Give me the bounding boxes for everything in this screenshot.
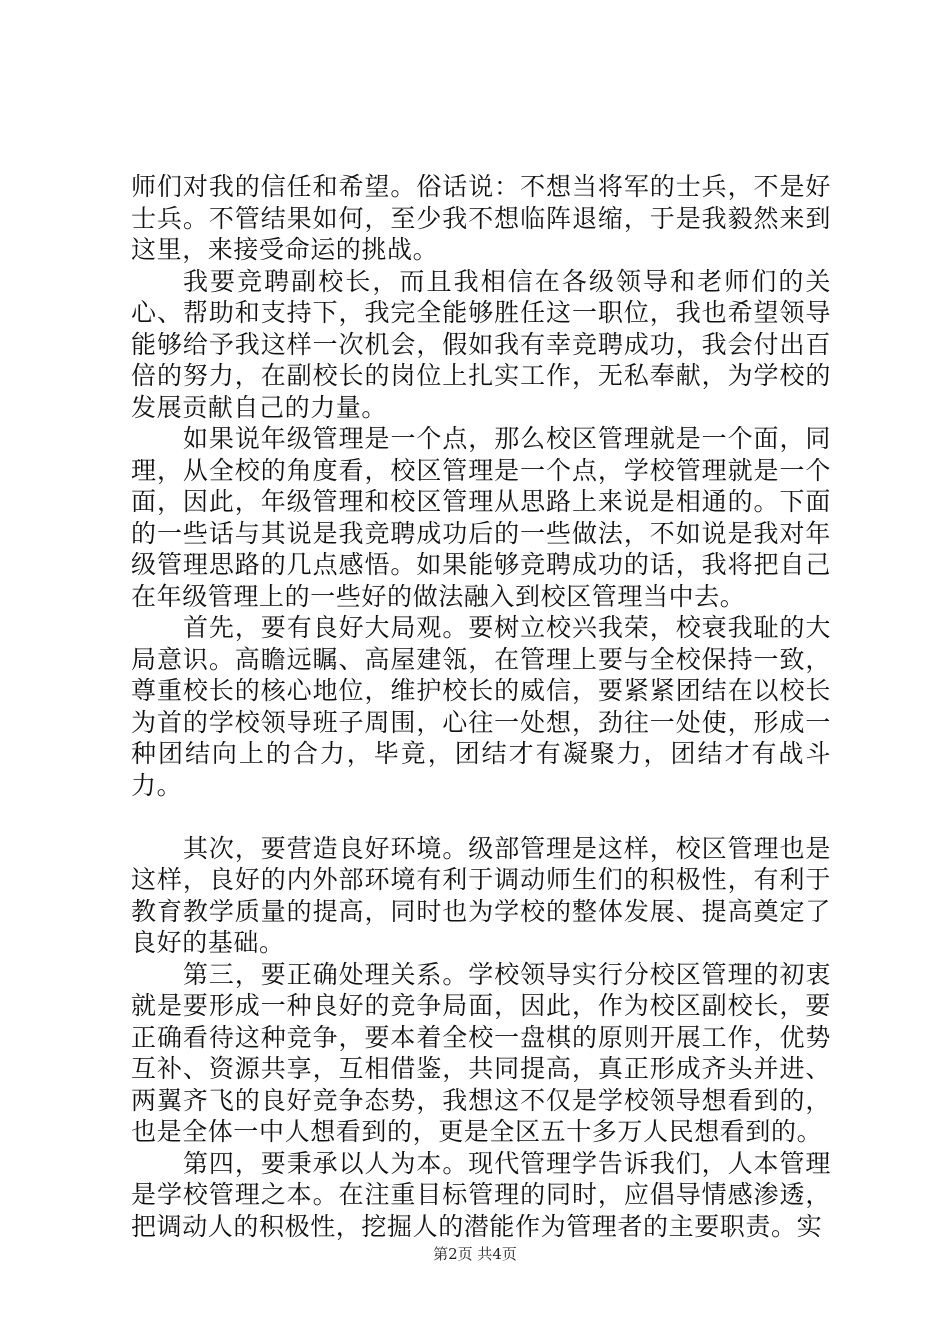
paragraph-spacer xyxy=(131,801,831,833)
paragraph-3: 如果说年级管理是一个点，那么校区管理就是一个面，同理，从全校的角度看，校区管理是一个点，学校管理就是一个面，因此，年级管理和校区管理从思路上来说是相通的。下面的一些话与其说是我竞聘成功后的一些做法，不如说是我对年级管理思路的几点感悟。如果能够竞聘成功的话，我将把自己在年级管理上的一些好的做法融入到校区管理当中去。 xyxy=(131,424,831,611)
paragraph-7: 第四，要秉承以人为本。现代管理学告诉我们，人本管理是学校管理之本。在注重目标管理的同时，应倡导情感渗透，把调动人的积极性，挖掘人的潜能作为管理者的主要职责。实 xyxy=(131,1148,831,1241)
document-body xyxy=(131,171,831,1242)
paragraph-1: 师们对我的信任和希望。俗话说：不想当将军的士兵，不是好士兵。不管结果如何，至少我不想临阵退缩，于是我毅然来到这里，来接受命运的挑战。 xyxy=(131,172,831,264)
paragraph-2: 我要竞聘副校长，而且我相信在各级领导和老师们的关心、帮助和支持下，我完全能够胜任这一职位，我也希望领导能够给予我这样一次机会，假如我有幸竞聘成功，我会付出百倍的努力，在副校长的岗位上扎实工作，无私奉献，为学校的发展贡献自己的力量。 xyxy=(131,266,831,422)
paragraph-4: 首先，要有良好大局观。要树立校兴我荣，校衰我耻的大局意识。高瞻远瞩、高屋建瓴，在管理上要与全校保持一致，尊重校长的核心地位，维护校长的威信，要紧紧团结在以校长为首的学校领导班子周围，心往一处想，劲往一处使，形成一种团结向上的合力，毕竟，团结才有凝聚力，团结才有战斗力。 xyxy=(131,613,831,800)
paragraph-6: 第三，要正确处理关系。学校领导实行分校区管理的初衷就是要形成一种良好的竞争局面，因此，作为校区副校长，要正确看待这种竞争，要本着全校一盘棋的原则开展工作，优势互补、资源共享，互相借鉴，共同提高，真正形成齐头并进、两翼齐飞的良好竞争态势，我想这不仅是学校领导想看到的，也是全体一中人想看到的，更是全区五十多万人民想看到的。 xyxy=(131,959,831,1146)
paragraph-5: 其次，要营造良好环境。级部管理是这样，校区管理也是这样，良好的内外部环境有利于调动师生们的积极性，有利于教育教学质量的提高，同时也为学校的整体发展、提高奠定了良好的基础。 xyxy=(131,833,831,957)
page-footer: 第2页 共4页 xyxy=(433,1245,517,1263)
